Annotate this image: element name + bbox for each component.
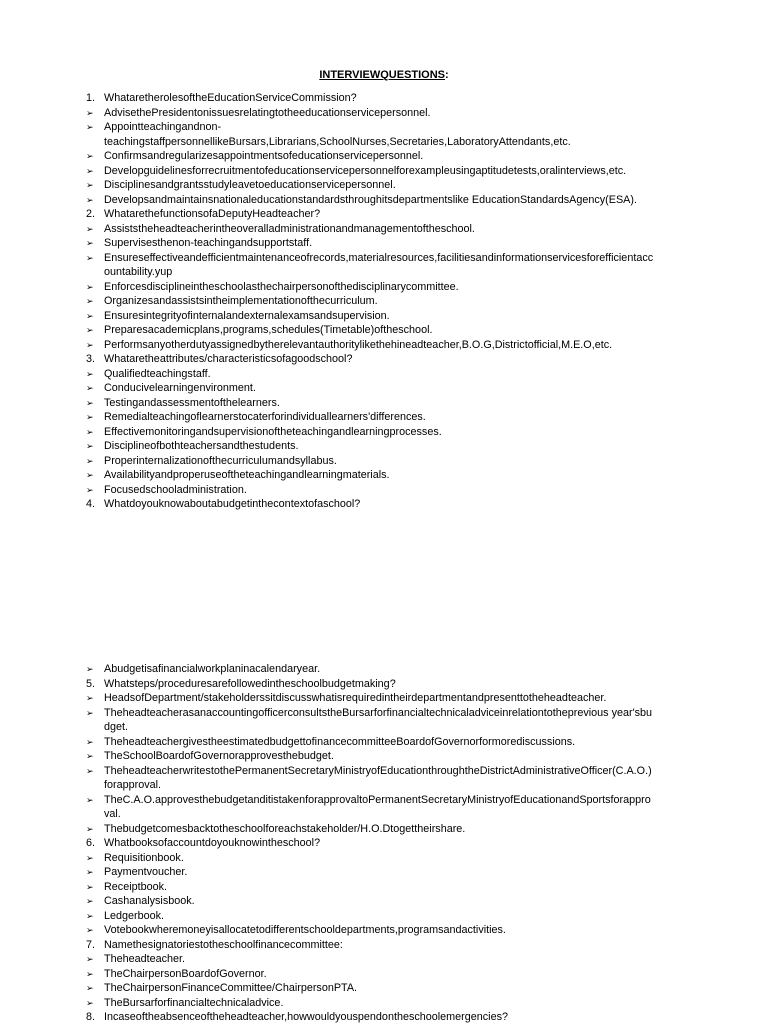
answer-text: Ensuresintegrityofinternalandexternalexamsandsupervision. [104,309,390,322]
answer-bullet-item [86,439,706,454]
arrow-bullet-icon: ➢ [86,165,94,176]
questions-block-two [86,662,706,1025]
question-text: WhataretherolesoftheEducationServiceCommission? [104,92,357,104]
question-text: Incaseoftheabsenceoftheheadteacher,howwouldyouspendontheschoolemergencies? [104,1011,508,1023]
arrow-bullet-icon: ➢ [86,693,94,703]
arrow-bullet-icon: ➢ [86,368,94,379]
questions-block-one [86,91,706,512]
arrow-bullet-icon: ➢ [86,122,94,132]
answer-text: Properinternalizationofthecurriculumandsyllabus. [104,454,337,467]
answer-bullet-item [86,381,706,396]
arrow-bullet-icon: ➢ [86,997,94,1008]
answer-text: Qualifiedteachingstaff. [104,367,211,380]
question-number: 5. [86,677,96,690]
arrow-bullet-icon: ➢ [86,383,94,393]
answer-bullet-item [86,367,706,382]
arrow-bullet-icon: ➢ [86,867,94,877]
page-title [0,68,768,82]
answer-bullet-item [86,149,706,164]
answer-bullet-item [86,996,706,1011]
arrow-bullet-icon: ➢ [86,852,94,863]
answer-bullet-item [86,923,706,938]
answer-bullet-item [86,323,706,338]
answer-text: TheheadteacherasanaccountingofficerconsultstheBursarforfinancialtechnicaladviceinrelationtotheprevious year'sbu dget. [104,706,653,733]
answer-bullet-item [86,822,706,837]
arrow-bullet-icon: ➢ [86,151,94,161]
answer-text: TheChairpersonFinanceCommittee/ChairpersonPTA. [104,982,358,994]
arrow-bullet-icon: ➢ [86,107,94,118]
answer-text: TheChairpersonBoardofGovernor. [104,967,267,980]
answer-text: Focusedschooladministration. [104,483,247,496]
arrow-bullet-icon: ➢ [86,223,94,234]
answer-text: Testingandassessmentofthelearners. [104,396,280,409]
question-number: 7. [86,938,96,951]
answer-text: Votebookwheremoneyisallocatetodifferentschooldepartments,programsandactivities. [104,924,506,936]
answer-text: AdvisethePresidentonissuesrelatingtotheeducationservicepersonnel. [104,106,431,119]
answer-bullet-item [86,662,706,677]
arrow-bullet-icon: ➢ [86,325,94,335]
answer-bullet-item [86,749,706,764]
answer-text: Receiptbook. [104,880,168,893]
answer-text: TheheadteacherwritestothePermanentSecretaryMinistryofEducationthroughtheDistrictAdministrativeOfficer(C.A.O.) forapproval. [104,764,652,791]
answer-bullet-item [86,425,706,440]
answer-text: Appointteachingandnon- teachingstaffpersonnellikeBursars,Librarians,SchoolNurses,Secretaries,LaboratoryAttendants,etc. [104,121,571,148]
answer-text: Confirmsandregularizesappointmentsofeducationservicepersonnel. [104,150,424,162]
answer-bullet-item [86,120,706,149]
answer-text: Paymentvoucher. [104,866,188,878]
arrow-bullet-icon: ➢ [86,881,94,892]
arrow-bullet-icon: ➢ [86,910,94,921]
question-text: Whataretheattributes/characteristicsofagoodschool? [104,353,353,365]
answer-bullet-item [86,468,706,483]
answer-text: Organizesandassistsintheimplementationofthecurriculum. [104,295,378,307]
answer-bullet-item [86,981,706,996]
answer-bullet-item [86,851,706,866]
answer-bullet-item [86,735,706,750]
question-number: 6. [86,837,96,849]
arrow-bullet-icon: ➢ [86,281,94,292]
answer-bullet-item [86,880,706,895]
answer-bullet-item [86,236,706,251]
answer-bullet-item [86,251,706,280]
answer-text: Supervisesthenon-teachingandsupportstaff. [104,237,313,249]
answer-text: Assiststheheadteacherintheoveralladministrationandmanagementoftheschool. [104,222,475,235]
arrow-bullet-icon: ➢ [86,968,94,979]
arrow-bullet-icon: ➢ [86,896,94,906]
answer-bullet-item [86,952,706,967]
arrow-bullet-icon: ➢ [86,310,94,321]
answer-bullet-item [86,691,706,706]
arrow-bullet-icon: ➢ [86,296,94,306]
arrow-bullet-icon: ➢ [86,455,94,466]
arrow-bullet-icon: ➢ [86,238,94,248]
answer-text: Ledgerbook. [104,909,165,922]
arrow-bullet-icon: ➢ [86,794,94,805]
question-number: 1. [86,92,96,104]
arrow-bullet-icon: ➢ [86,397,94,408]
answer-text: Disciplineofbothteachersandthestudents. [104,440,299,452]
answer-bullet-item [86,164,706,179]
answer-text: TheC.A.O.approvesthebudgetanditistakenforapprovaltoPermanentSecretaryMinistryofEducationandSportsforappro val. [104,793,651,820]
question-text: Whatbooksofaccountdoyouknowintheschool? [104,837,321,849]
question-number: 8. [86,1011,96,1023]
answer-text: Performsanyotherdutyassignedbytherelevantauthoritylikethehineadteacher,B.O.G,Districtofficial,M.E.O,etc. [104,338,613,351]
arrow-bullet-icon: ➢ [86,194,94,205]
answer-text: Abudgetisafinancialworkplaninacalendaryear. [104,663,321,675]
question-item [86,352,706,367]
answer-bullet-item [86,396,706,411]
answer-bullet-item [86,483,706,498]
question-item [86,1010,706,1025]
arrow-bullet-icon: ➢ [86,765,94,776]
answer-text: Ensureseffectiveandefficientmaintenanceofrecords,materialresources,facilitiesandinformationservicesforefficientacc ountability.yup [104,251,654,278]
arrow-bullet-icon: ➢ [86,707,94,718]
question-text: Whatsteps/proceduresarefollowedintheschoolbudgetmaking? [104,677,396,690]
question-item [86,836,706,851]
answer-text: Cashanalysisbook. [104,895,195,907]
arrow-bullet-icon: ➢ [86,339,94,350]
answer-text: Disciplinesandgrantsstudyleavetoeducationservicepersonnel. [104,179,396,191]
question-item [86,938,706,953]
answer-text: Developguidelinesforrecruitmentofeducationservicepersonnelforexampleusingaptitudetests,oralinterviews,etc. [104,164,627,177]
answer-text: Requisitionbook. [104,851,184,864]
answer-text: Theheadteacher. [104,953,186,965]
answer-bullet-item [86,338,706,353]
arrow-bullet-icon: ➢ [86,823,94,834]
arrow-bullet-icon: ➢ [86,426,94,437]
answer-bullet-item [86,967,706,982]
answer-text: Conducivelearningenvironment. [104,382,256,394]
answer-bullet-item [86,222,706,237]
question-number: 2. [86,208,96,220]
arrow-bullet-icon: ➢ [86,925,94,935]
answer-bullet-item [86,706,706,735]
answer-bullet-item [86,764,706,793]
question-item [86,497,706,512]
title-suffix: : [445,69,449,81]
arrow-bullet-icon: ➢ [86,484,94,495]
arrow-bullet-icon: ➢ [86,252,94,263]
answer-text: Developsandmaintainsnationaleducationstandardsthroughitsdepartmentslike EducationStandardsAgency(ESA). [104,193,637,206]
answer-text: Enforcesdisciplineintheschoolasthechairpersonofthedisciplinarycommittee. [104,280,459,293]
answer-bullet-item [86,309,706,324]
answer-bullet-item [86,410,706,425]
title-text: INTERVIEWQUESTIONS [319,69,446,81]
answer-text: TheheadteachergivestheestimatedbudgettofinancecommitteeBoardofGovernorformorediscussions. [104,735,576,748]
answer-bullet-item [86,280,706,295]
arrow-bullet-icon: ➢ [86,736,94,747]
answer-text: Availabilityandproperuseoftheteachingandlearningmaterials. [104,469,390,481]
arrow-bullet-icon: ➢ [86,954,94,964]
answer-text: TheSchoolBoardofGovernorapprovesthebudget. [104,750,334,762]
arrow-bullet-icon: ➢ [86,180,94,190]
answer-text: Remedialteachingoflearnerstocaterforindividuallearners'differences. [104,411,426,423]
arrow-bullet-icon: ➢ [86,470,94,480]
answer-bullet-item [86,178,706,193]
answer-text: Preparesacademicplans,programs,schedules(Timetable)oftheschool. [104,324,433,336]
answer-bullet-item [86,793,706,822]
answer-bullet-item [86,106,706,121]
arrow-bullet-icon: ➢ [86,983,94,993]
answer-text: TheBursarforfinancialtechnicaladvice. [104,996,284,1009]
question-number: 3. [86,353,96,365]
question-text: Namethesignatoriestotheschoolfinancecommittee: [104,938,343,951]
arrow-bullet-icon: ➢ [86,664,94,674]
answer-text: Effectivemonitoringandsupervisionoftheteachingandlearningprocesses. [104,425,442,438]
arrow-bullet-icon: ➢ [86,751,94,761]
answer-bullet-item [86,894,706,909]
answer-bullet-item [86,909,706,924]
arrow-bullet-icon: ➢ [86,441,94,451]
answer-bullet-item [86,294,706,309]
question-item [86,677,706,692]
answer-text: Thebudgetcomesbacktotheschoolforeachstakeholder/H.O.Dtogettheirshare. [104,822,466,835]
answer-bullet-item [86,193,706,208]
question-item [86,91,706,106]
question-text: Whatdoyouknowaboutabudgetinthecontextofaschool? [104,498,361,510]
question-number: 4. [86,498,96,510]
question-text: WhatarethefunctionsofaDeputyHeadteacher? [104,208,321,220]
answer-bullet-item [86,865,706,880]
question-item [86,207,706,222]
answer-bullet-item [86,454,706,469]
arrow-bullet-icon: ➢ [86,412,94,422]
answer-text: HeadsofDepartment/stakeholderssitdiscusswhatisrequiredintheirdepartmentandpresenttotheheadteacher. [104,692,607,704]
